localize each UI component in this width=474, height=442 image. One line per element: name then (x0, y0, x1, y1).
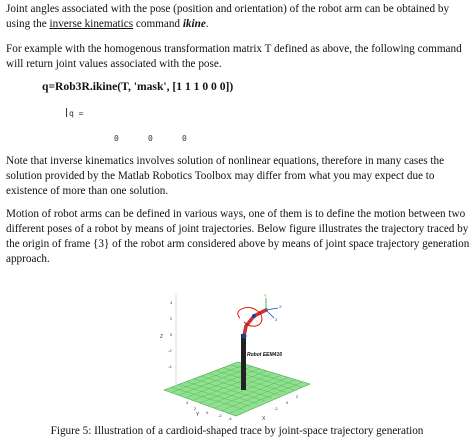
example-paragraph: For example with the homogenous transformation matrix T defined as above, the following command will return joint values associated with the pose. (6, 43, 462, 70)
motion-paragraph: Motion of robot arms can be defined in various ways, one of them is to define the motion between two different poses of a robot by means of joint trajectories. Below figure illustrates the trajectory traced by the origin of frame {3} of the robot arm considered above by means of joint space trajectory generation approach. (6, 208, 470, 265)
z-tick: -2 (168, 348, 172, 353)
robot-label: Robot EEM416 (247, 352, 283, 358)
figure-caption: Figure 5: Illustration of a cardioid-shaped trace by joint-space trajectory generation (50, 425, 424, 437)
ikine-command: ikine (182, 18, 206, 30)
intro-text-end: . (205, 18, 209, 30)
svg-text:-2: -2 (218, 413, 222, 418)
joint-value: 0 (114, 134, 119, 143)
svg-text:2: 2 (296, 394, 299, 399)
intro-text-mid: command (133, 18, 183, 30)
svg-text:0: 0 (286, 400, 289, 405)
joint-value: 0 (182, 134, 187, 143)
z-tick: 0 (170, 332, 173, 337)
robot-link (244, 310, 266, 336)
svg-text:0: 0 (206, 410, 209, 415)
matlab-output-values (114, 134, 216, 143)
matlab-output (62, 104, 212, 152)
svg-text:-4: -4 (228, 416, 232, 421)
joint-value: 0 (148, 134, 153, 143)
svg-text:2: 2 (194, 406, 197, 411)
inverse-kinematics-link[interactable]: inverse kinematics (49, 18, 134, 30)
robot-trajectory-figure (156, 292, 316, 422)
code-line: q=Rob3R.ikine(T, 'mask', [1 1 1 0 0 0]) (42, 80, 234, 93)
z-axis-label: Z (160, 334, 164, 340)
robot-base (241, 334, 246, 390)
svg-text:-2: -2 (274, 406, 278, 411)
z-tick: 4 (170, 300, 173, 305)
frame-label: Y (264, 293, 267, 298)
z-tick: 2 (170, 316, 173, 321)
y-axis-label: Y (196, 412, 200, 418)
intro-paragraph (6, 2, 470, 32)
note-paragraph: Note that inverse kinematics involves solution of nonlinear equations, therefore in many cases the solution provided by the Matlab Robotics Toolbox may differ from what you may expect due to existence of more than one solution. (6, 155, 445, 197)
frame-label: X (279, 304, 282, 309)
z-tick: -4 (168, 364, 172, 369)
x-axis-label: X (262, 416, 266, 422)
intro-text: Joint angles associated with the pose (position and orientation) of the robot arm can be obtained by using the (6, 3, 450, 30)
grid-floor (164, 362, 310, 416)
matlab-output-label: q = (66, 108, 83, 118)
frame-label: Z (275, 317, 278, 322)
svg-text:4: 4 (186, 400, 189, 405)
